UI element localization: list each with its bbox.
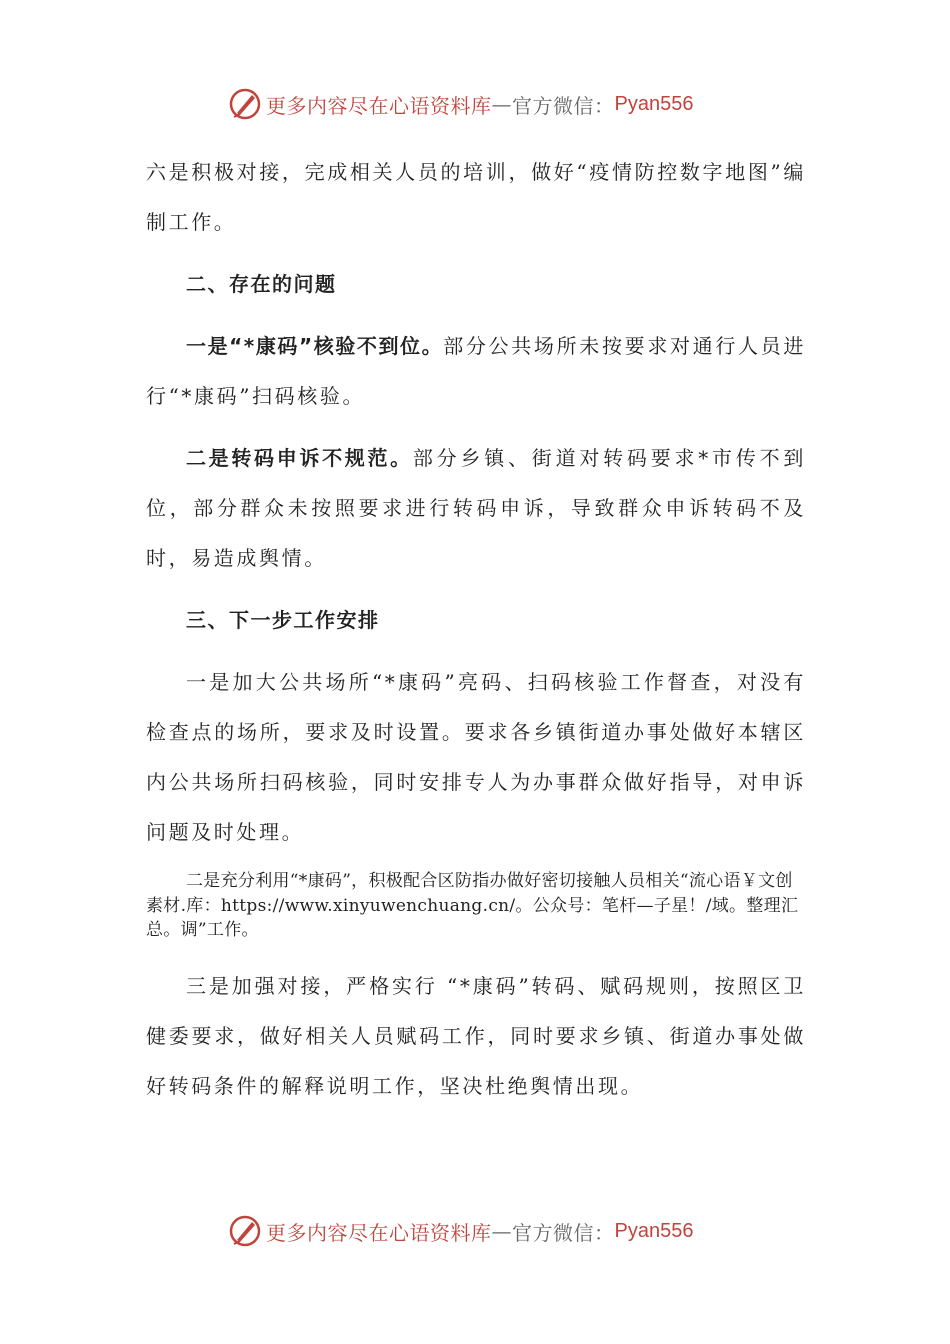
plan-paragraph-2: 二是充分利用“*康码”，积极配合区防指办做好密切接触人员相关“流心语￥文创素材.库：https://www.xinyuwenchuang.cn/。公众号：笔杆—子星！/域。整理汇总。调”工作。 — [146, 871, 799, 940]
plan-paragraph-3: 三是加强对接，严格实行 “*康码”转码、赋码规则，按照区卫健委要求，做好相关人员赋码工作，同时要求乡镇、街道办事处做好转码条件的解释说明工作，坚决杜绝舆情出现。 — [146, 973, 806, 1098]
footer-banner — [228, 1211, 693, 1251]
banner-dash: — — [491, 1219, 512, 1243]
header-banner — [228, 84, 693, 124]
section-heading-next-steps: 三、下一步工作安排 — [186, 608, 380, 632]
document-body — [146, 147, 806, 1123]
banner-label: 官方微信： — [512, 93, 615, 118]
plan-paragraph-1: 一是加大公共场所“*康码”亮码、扫码核验工作督查，对没有检查点的场所，要求及时设置。要求各乡镇街道办事处做好本辖区内公共场所扫码核验，同时安排专人为办事群众做好指导，对申诉问题及时处理。 — [146, 670, 806, 844]
quill-logo-icon — [228, 87, 262, 121]
section-heading-problems: 二、存在的问题 — [186, 272, 337, 296]
problem-1-text: 部分公共场所未按要求对通行人员进行“*康码”扫码核验。 — [146, 334, 806, 408]
banner-wechat-id: Pyan556 — [614, 1219, 694, 1242]
problem-paragraph-1 — [146, 321, 806, 421]
problem-paragraph-2 — [146, 433, 806, 583]
banner-dash: — — [491, 92, 512, 116]
problem-2-text: 部分乡镇、街道对转码要求*市传不到位，部分群众未按照要求进行转码申诉，导致群众申诉转码不及时，易造成舆情。 — [146, 446, 807, 570]
problem-1-lead: 一是“*康码”核验不到位。 — [186, 334, 444, 358]
quill-logo-icon — [228, 1214, 262, 1248]
banner-wechat-id: Pyan556 — [614, 92, 694, 115]
banner-slogan: 更多内容尽在心语资料库 — [266, 1220, 492, 1245]
banner-label: 官方微信： — [512, 1220, 615, 1245]
problem-2-lead: 二是转码申诉不规范。 — [186, 446, 413, 470]
banner-slogan: 更多内容尽在心语资料库 — [266, 93, 492, 118]
paragraph-item-6: 六是积极对接，完成相关人员的培训，做好“疫情防控数字地图”编制工作。 — [146, 160, 806, 234]
